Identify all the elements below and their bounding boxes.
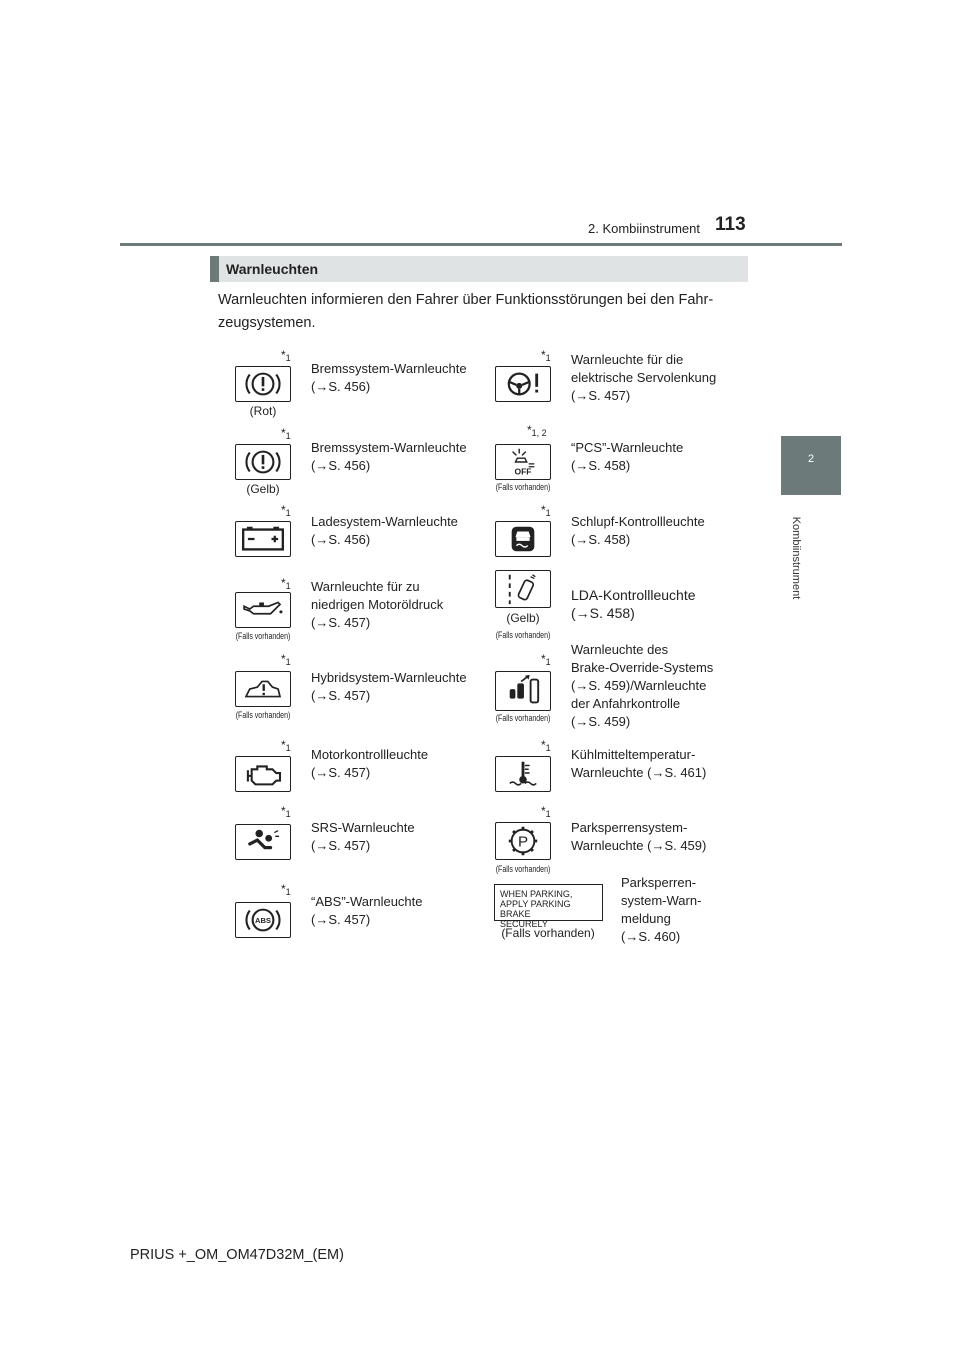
oil-pressure-icon	[235, 592, 291, 628]
hybrid-description: Hybridsystem-Warnleuchte (→S. 457)	[311, 670, 467, 703]
availability-caption: (Falls vorhanden)	[495, 630, 551, 640]
color-caption: (Rot)	[249, 404, 277, 418]
availability-caption: (Falls vorhanden)	[495, 482, 551, 492]
color-caption: (Gelb)	[506, 611, 540, 625]
battery-icon	[235, 521, 291, 557]
chapter-label: Kombiinstrument	[790, 516, 802, 600]
section-heading-marker	[210, 256, 219, 282]
slip-description: Schlupf-Kontrollleuchte (→S. 458)	[571, 514, 705, 547]
parking-message-description: Parksperren- system-Warn- meldung (→S. 460)	[621, 875, 702, 944]
footnote-marker: $*_{1, 2}$	[527, 423, 547, 438]
brake-red-description: Bremssystem-Warnleuchte (→S. 456)	[311, 361, 467, 394]
color-caption: (Gelb)	[246, 482, 280, 496]
slip-indicator-icon	[495, 521, 551, 557]
footnote-marker: $*_1$	[281, 576, 291, 591]
footnote-marker: $*_1$	[541, 503, 551, 518]
srs-airbag-icon	[235, 824, 291, 860]
parking-p-text: P	[517, 833, 529, 851]
footnote-marker: $*_1$	[281, 652, 291, 667]
chapter-number: 2	[807, 453, 815, 465]
page-number: 113	[715, 214, 746, 235]
brake-yellow-description: Bremssystem-Warnleuchte (→S. 456)	[311, 440, 467, 473]
footnote-marker: $*_1$	[281, 348, 291, 363]
footnote-marker: $*_1$	[541, 804, 551, 819]
coolant-description: Kühlmitteltemperatur- Warnleuchte (→S. 461)	[571, 747, 707, 780]
pcs-off-text: OFF	[514, 466, 532, 477]
section-title: Warnleuchten	[226, 261, 319, 277]
section-heading	[210, 256, 748, 282]
parking-lock-description: Parksperrensystem- Warnleuchte (→S. 459)	[571, 820, 707, 853]
footnote-marker: $*_1$	[541, 652, 551, 667]
chapter-tab	[781, 436, 841, 495]
availability-caption: (Falls vorhanden)	[495, 864, 551, 874]
header-section-title: 2. Kombiinstrument	[588, 221, 700, 236]
parking-brake-message-icon: WHEN PARKING, APPLY PARKING BRAKE SECURELY	[494, 884, 603, 921]
availability-caption: (Falls vorhanden)	[495, 713, 551, 723]
engine-check-icon	[235, 756, 291, 792]
parking-lock-icon	[495, 822, 551, 860]
footnote-marker: $*_1$	[281, 804, 291, 819]
pcs-description: “PCS”-Warnleuchte (→S. 458)	[571, 440, 684, 473]
srs-description: SRS-Warnleuchte (→S. 457)	[311, 820, 415, 853]
availability-caption: (Falls vorhanden)	[235, 631, 291, 641]
lda-description: LDA-Kontrollleuchte (→S. 458)	[571, 587, 696, 621]
brake-override-icon	[495, 671, 551, 711]
pcs-warning-icon	[495, 444, 551, 480]
footnote-marker: $*_1$	[541, 348, 551, 363]
abs-warning-icon	[235, 902, 291, 938]
availability-caption: (Falls vorhanden)	[501, 926, 595, 940]
charge-description: Ladesystem-Warnleuchte (→S. 456)	[311, 514, 458, 547]
coolant-temperature-icon	[495, 756, 551, 792]
hybrid-system-icon	[235, 671, 291, 707]
oil-description: Warnleuchte für zu niedrigen Motoröldruck (→S. 457)	[311, 579, 444, 630]
footnote-marker: $*_1$	[281, 738, 291, 753]
lane-departure-icon	[495, 570, 551, 608]
steering-warning-icon	[495, 366, 551, 402]
brake-warning-icon	[235, 366, 291, 402]
footnote-marker: $*_1$	[281, 503, 291, 518]
brake-warning-icon	[235, 444, 291, 480]
document-id: PRIUS +_OM_OM47D32M_(EM)	[130, 1247, 344, 1263]
footnote-marker: $*_1$	[541, 738, 551, 753]
section-intro: Warnleuchten informieren den Fahrer über Funktionsstörungen bei den Fahr- zeugsystemen.	[218, 292, 714, 331]
footnote-marker: $*_1$	[281, 426, 291, 441]
eps-description: Warnleuchte für die elektrische Servolenkung (→S. 457)	[571, 352, 717, 403]
availability-caption: (Falls vorhanden)	[235, 710, 291, 720]
header-rule	[120, 243, 842, 246]
footnote-marker: $*_1$	[281, 882, 291, 897]
engine-description: Motorkontrollleuchte (→S. 457)	[311, 747, 429, 780]
abs-description: “ABS”-Warnleuchte (→S. 457)	[311, 894, 423, 927]
brake-override-description: Warnleuchte des Brake-Override-Systems (→S. 459)/Warnleuchte der Anfahrkontrolle (→S. 459)	[571, 642, 714, 729]
abs-text: ABS	[255, 915, 271, 925]
